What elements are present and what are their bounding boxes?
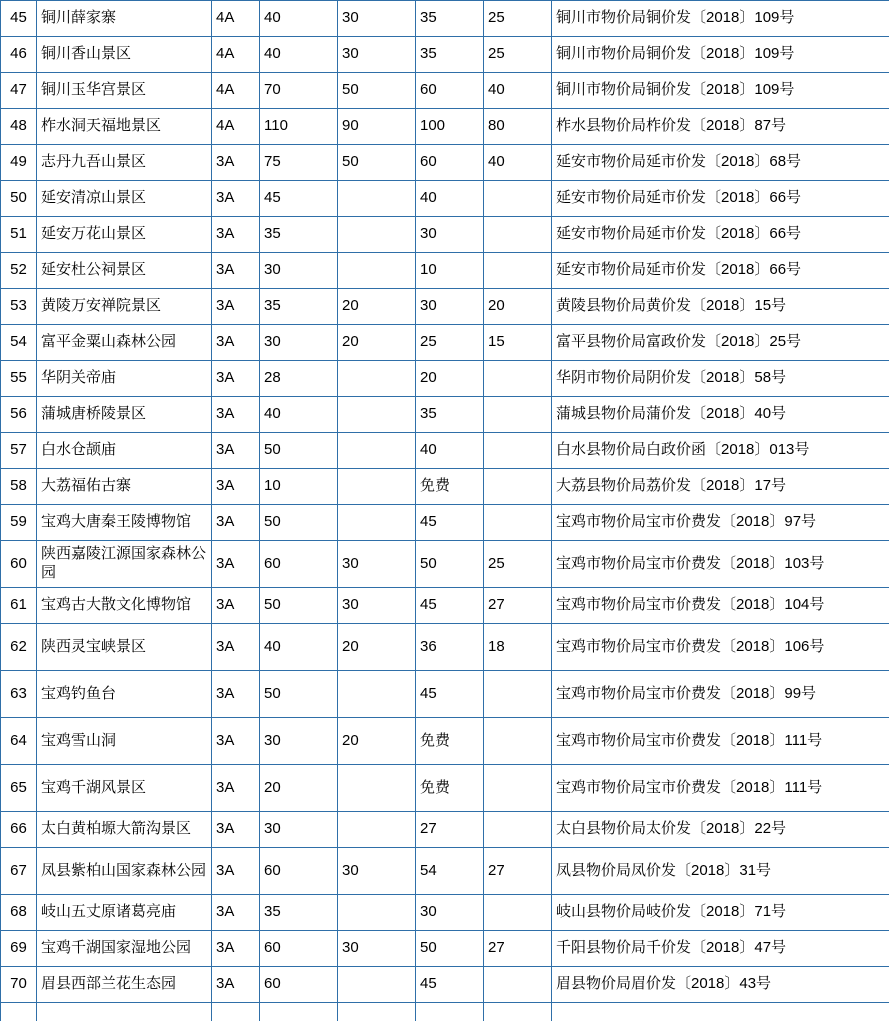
current-price-offpeak: 30 (338, 848, 416, 895)
document-reference: 延安市物价局延市价发〔2018〕66号 (552, 217, 889, 253)
document-reference: 白水县物价局白政价函〔2018〕013号 (552, 433, 889, 469)
current-price-offpeak (338, 469, 416, 505)
row-index: 69 (1, 931, 37, 967)
table-row (1, 73, 889, 109)
current-price-peak: 30 (260, 253, 338, 289)
adjusted-price-offpeak: 25 (484, 37, 552, 73)
adjusted-price-peak: 60 (416, 73, 484, 109)
row-index: 62 (1, 624, 37, 671)
current-price-offpeak: 50 (338, 145, 416, 181)
document-reference: 蒲城县物价局蒲价发〔2018〕40号 (552, 397, 889, 433)
adjusted-price-peak: 免费 (416, 765, 484, 812)
table-row (1, 109, 889, 145)
current-price-peak: 40 (260, 1, 338, 37)
table-row (1, 541, 889, 588)
current-price-offpeak (338, 765, 416, 812)
scenic-area-level: 3A (212, 812, 260, 848)
current-price-offpeak: 20 (338, 289, 416, 325)
scenic-area-level: 3A (212, 145, 260, 181)
row-index: 59 (1, 505, 37, 541)
scenic-area-level: 3A (212, 765, 260, 812)
scenic-area-level: 3A (212, 469, 260, 505)
table-row (1, 253, 889, 289)
current-price-peak: 40 (260, 397, 338, 433)
scenic-area-name: 岐山五丈原诸葛亮庙 (37, 895, 212, 931)
scenic-area-name: 华阴关帝庙 (37, 361, 212, 397)
scenic-area-name: 太白黄柏塬大箭沟景区 (37, 812, 212, 848)
scenic-area-level: 3A (212, 718, 260, 765)
adjusted-price-offpeak (484, 812, 552, 848)
table-cell-empty (338, 1003, 416, 1021)
document-reference: 凤县物价局凤价发〔2018〕31号 (552, 848, 889, 895)
current-price-offpeak (338, 217, 416, 253)
scenic-area-level: 3A (212, 253, 260, 289)
document-reference: 宝鸡市物价局宝市价费发〔2018〕111号 (552, 765, 889, 812)
adjusted-price-offpeak: 25 (484, 1, 552, 37)
document-reference: 富平县物价局富政价发〔2018〕25号 (552, 325, 889, 361)
table-row (1, 325, 889, 361)
table-row (1, 765, 889, 812)
scenic-area-name: 志丹九吾山景区 (37, 145, 212, 181)
document-reference: 宝鸡市物价局宝市价费发〔2018〕103号 (552, 541, 889, 588)
adjusted-price-peak: 45 (416, 505, 484, 541)
table-row (1, 469, 889, 505)
scenic-area-level: 3A (212, 541, 260, 588)
row-index: 51 (1, 217, 37, 253)
row-index: 64 (1, 718, 37, 765)
current-price-offpeak (338, 361, 416, 397)
scenic-area-name: 陕西灵宝峡景区 (37, 624, 212, 671)
current-price-offpeak (338, 895, 416, 931)
scenic-area-name: 宝鸡雪山洞 (37, 718, 212, 765)
document-reference: 宝鸡市物价局宝市价费发〔2018〕97号 (552, 505, 889, 541)
current-price-peak: 60 (260, 967, 338, 1003)
current-price-offpeak: 90 (338, 109, 416, 145)
current-price-peak: 70 (260, 73, 338, 109)
adjusted-price-offpeak: 27 (484, 931, 552, 967)
adjusted-price-peak: 25 (416, 325, 484, 361)
scenic-area-name: 铜川香山景区 (37, 37, 212, 73)
current-price-peak: 60 (260, 931, 338, 967)
current-price-peak: 75 (260, 145, 338, 181)
document-reference: 太白县物价局太价发〔2018〕22号 (552, 812, 889, 848)
table-row (1, 145, 889, 181)
scenic-area-level: 4A (212, 1, 260, 37)
row-index: 50 (1, 181, 37, 217)
row-index: 48 (1, 109, 37, 145)
scenic-area-level: 3A (212, 361, 260, 397)
table-row (1, 217, 889, 253)
adjusted-price-offpeak (484, 895, 552, 931)
current-price-peak: 10 (260, 469, 338, 505)
table-row (1, 361, 889, 397)
scenic-area-level: 3A (212, 289, 260, 325)
current-price-offpeak: 50 (338, 73, 416, 109)
scenic-area-level: 3A (212, 325, 260, 361)
row-index: 66 (1, 812, 37, 848)
scenic-area-level: 4A (212, 73, 260, 109)
scenic-area-level: 3A (212, 931, 260, 967)
scenic-area-name: 宝鸡大唐秦王陵博物馆 (37, 505, 212, 541)
table-row (1, 181, 889, 217)
adjusted-price-peak: 50 (416, 541, 484, 588)
row-index: 46 (1, 37, 37, 73)
table-row (1, 433, 889, 469)
adjusted-price-peak: 30 (416, 289, 484, 325)
scenic-area-level: 3A (212, 397, 260, 433)
document-reference: 宝鸡市物价局宝市价费发〔2018〕111号 (552, 718, 889, 765)
scenic-area-name: 白水仓颉庙 (37, 433, 212, 469)
table-row-partial (1, 1003, 889, 1021)
current-price-peak: 60 (260, 848, 338, 895)
table-body (1, 1, 889, 1021)
adjusted-price-offpeak (484, 397, 552, 433)
table-cell-empty (1, 1003, 37, 1021)
scenic-area-name: 延安清凉山景区 (37, 181, 212, 217)
adjusted-price-peak: 20 (416, 361, 484, 397)
document-reference: 延安市物价局延市价发〔2018〕66号 (552, 181, 889, 217)
adjusted-price-offpeak (484, 505, 552, 541)
scenic-area-name: 黄陵万安禅院景区 (37, 289, 212, 325)
adjusted-price-peak: 50 (416, 931, 484, 967)
current-price-peak: 30 (260, 325, 338, 361)
row-index: 67 (1, 848, 37, 895)
scenic-area-level: 3A (212, 505, 260, 541)
adjusted-price-peak: 35 (416, 1, 484, 37)
scenic-area-name: 铜川薛家寨 (37, 1, 212, 37)
current-price-offpeak (338, 433, 416, 469)
row-index: 47 (1, 73, 37, 109)
current-price-peak: 45 (260, 181, 338, 217)
scenic-area-name: 宝鸡千湖国家湿地公园 (37, 931, 212, 967)
current-price-peak: 50 (260, 671, 338, 718)
scenic-area-name: 延安万花山景区 (37, 217, 212, 253)
row-index: 45 (1, 1, 37, 37)
document-reference: 延安市物价局延市价发〔2018〕66号 (552, 253, 889, 289)
adjusted-price-peak: 10 (416, 253, 484, 289)
adjusted-price-offpeak (484, 765, 552, 812)
adjusted-price-peak: 45 (416, 967, 484, 1003)
scenic-area-level: 3A (212, 671, 260, 718)
current-price-peak: 35 (260, 895, 338, 931)
scenic-area-level: 3A (212, 217, 260, 253)
table-row (1, 1, 889, 37)
table-cell-empty (484, 1003, 552, 1021)
current-price-offpeak (338, 671, 416, 718)
row-index: 52 (1, 253, 37, 289)
adjusted-price-peak: 45 (416, 588, 484, 624)
adjusted-price-peak: 30 (416, 217, 484, 253)
adjusted-price-peak: 36 (416, 624, 484, 671)
adjusted-price-peak: 免费 (416, 469, 484, 505)
current-price-offpeak (338, 181, 416, 217)
current-price-peak: 35 (260, 217, 338, 253)
scenic-area-name: 凤县紫柏山国家森林公园 (37, 848, 212, 895)
scenic-area-name: 铜川玉华宫景区 (37, 73, 212, 109)
scenic-area-level: 3A (212, 967, 260, 1003)
table-cell-empty (37, 1003, 212, 1021)
current-price-offpeak (338, 967, 416, 1003)
document-reference: 铜川市物价局铜价发〔2018〕109号 (552, 1, 889, 37)
table-row (1, 931, 889, 967)
table-row (1, 505, 889, 541)
document-reference: 岐山县物价局岐价发〔2018〕71号 (552, 895, 889, 931)
adjusted-price-peak: 35 (416, 37, 484, 73)
adjusted-price-offpeak: 18 (484, 624, 552, 671)
adjusted-price-peak: 35 (416, 397, 484, 433)
current-price-offpeak (338, 812, 416, 848)
adjusted-price-peak: 60 (416, 145, 484, 181)
table-row (1, 671, 889, 718)
row-index: 54 (1, 325, 37, 361)
table-row (1, 289, 889, 325)
table-cell-empty (552, 1003, 889, 1021)
current-price-offpeak (338, 253, 416, 289)
document-reference: 黄陵县物价局黄价发〔2018〕15号 (552, 289, 889, 325)
table-row (1, 397, 889, 433)
scenic-area-name: 宝鸡古大散文化博物馆 (37, 588, 212, 624)
current-price-offpeak: 20 (338, 325, 416, 361)
adjusted-price-peak: 100 (416, 109, 484, 145)
adjusted-price-peak: 40 (416, 433, 484, 469)
row-index: 60 (1, 541, 37, 588)
current-price-peak: 50 (260, 588, 338, 624)
scenic-area-level: 3A (212, 848, 260, 895)
table-row (1, 812, 889, 848)
adjusted-price-offpeak: 80 (484, 109, 552, 145)
current-price-offpeak: 30 (338, 37, 416, 73)
document-reference: 大荔县物价局荔价发〔2018〕17号 (552, 469, 889, 505)
current-price-offpeak: 20 (338, 624, 416, 671)
scenic-area-name: 蒲城唐桥陵景区 (37, 397, 212, 433)
adjusted-price-offpeak (484, 253, 552, 289)
scenic-area-level: 3A (212, 895, 260, 931)
current-price-peak: 35 (260, 289, 338, 325)
current-price-peak: 50 (260, 433, 338, 469)
table-cell-empty (212, 1003, 260, 1021)
table-row (1, 718, 889, 765)
row-index: 63 (1, 671, 37, 718)
table-row (1, 848, 889, 895)
adjusted-price-offpeak: 15 (484, 325, 552, 361)
row-index: 65 (1, 765, 37, 812)
row-index: 55 (1, 361, 37, 397)
scenic-area-name: 宝鸡钓鱼台 (37, 671, 212, 718)
document-reference: 铜川市物价局铜价发〔2018〕109号 (552, 73, 889, 109)
row-index: 68 (1, 895, 37, 931)
adjusted-price-offpeak (484, 469, 552, 505)
adjusted-price-offpeak: 40 (484, 73, 552, 109)
scenic-area-name: 陕西嘉陵江源国家森林公园 (37, 541, 212, 588)
adjusted-price-peak: 45 (416, 671, 484, 718)
adjusted-price-peak: 27 (416, 812, 484, 848)
adjusted-price-offpeak: 27 (484, 588, 552, 624)
document-reference: 宝鸡市物价局宝市价费发〔2018〕104号 (552, 588, 889, 624)
scenic-area-level: 4A (212, 37, 260, 73)
adjusted-price-offpeak (484, 217, 552, 253)
adjusted-price-offpeak (484, 671, 552, 718)
table-row (1, 588, 889, 624)
adjusted-price-offpeak: 20 (484, 289, 552, 325)
adjusted-price-offpeak (484, 181, 552, 217)
current-price-peak: 20 (260, 765, 338, 812)
current-price-peak: 28 (260, 361, 338, 397)
scenic-area-level: 3A (212, 181, 260, 217)
table-row (1, 967, 889, 1003)
adjusted-price-offpeak: 25 (484, 541, 552, 588)
adjusted-price-offpeak: 27 (484, 848, 552, 895)
table-row (1, 895, 889, 931)
scenic-area-level: 4A (212, 109, 260, 145)
row-index: 53 (1, 289, 37, 325)
scenic-area-name: 富平金粟山森林公园 (37, 325, 212, 361)
adjusted-price-peak: 30 (416, 895, 484, 931)
adjusted-price-offpeak (484, 433, 552, 469)
row-index: 58 (1, 469, 37, 505)
current-price-offpeak: 30 (338, 541, 416, 588)
current-price-offpeak: 30 (338, 1, 416, 37)
document-reference: 千阳县物价局千价发〔2018〕47号 (552, 931, 889, 967)
document-reference: 眉县物价局眉价发〔2018〕43号 (552, 967, 889, 1003)
adjusted-price-offpeak: 40 (484, 145, 552, 181)
adjusted-price-offpeak (484, 718, 552, 765)
adjusted-price-offpeak (484, 361, 552, 397)
table-row (1, 37, 889, 73)
row-index: 57 (1, 433, 37, 469)
current-price-offpeak: 30 (338, 588, 416, 624)
current-price-peak: 40 (260, 624, 338, 671)
document-reference: 宝鸡市物价局宝市价费发〔2018〕99号 (552, 671, 889, 718)
current-price-peak: 30 (260, 812, 338, 848)
scenic-area-level: 3A (212, 624, 260, 671)
table-cell-empty (260, 1003, 338, 1021)
current-price-peak: 110 (260, 109, 338, 145)
adjusted-price-peak: 54 (416, 848, 484, 895)
scenic-area-level: 3A (212, 433, 260, 469)
current-price-peak: 30 (260, 718, 338, 765)
document-reference: 延安市物价局延市价发〔2018〕68号 (552, 145, 889, 181)
row-index: 70 (1, 967, 37, 1003)
scenic-area-name: 宝鸡千湖风景区 (37, 765, 212, 812)
current-price-peak: 60 (260, 541, 338, 588)
row-index: 56 (1, 397, 37, 433)
current-price-peak: 50 (260, 505, 338, 541)
current-price-offpeak (338, 397, 416, 433)
scenic-area-name: 眉县西部兰花生态园 (37, 967, 212, 1003)
scenic-area-name: 柞水洞天福地景区 (37, 109, 212, 145)
document-reference: 华阴市物价局阴价发〔2018〕58号 (552, 361, 889, 397)
table-row (1, 624, 889, 671)
document-reference: 铜川市物价局铜价发〔2018〕109号 (552, 37, 889, 73)
adjusted-price-peak: 40 (416, 181, 484, 217)
document-reference: 宝鸡市物价局宝市价费发〔2018〕106号 (552, 624, 889, 671)
table-cell-empty (416, 1003, 484, 1021)
current-price-offpeak: 30 (338, 931, 416, 967)
current-price-offpeak: 20 (338, 718, 416, 765)
current-price-offpeak (338, 505, 416, 541)
document-reference: 柞水县物价局柞价发〔2018〕87号 (552, 109, 889, 145)
scenic-area-level: 3A (212, 588, 260, 624)
scenic-area-name: 大荔福佑古寨 (37, 469, 212, 505)
scenic-area-name: 延安杜公祠景区 (37, 253, 212, 289)
adjusted-price-offpeak (484, 967, 552, 1003)
adjusted-price-peak: 免费 (416, 718, 484, 765)
current-price-peak: 40 (260, 37, 338, 73)
row-index: 61 (1, 588, 37, 624)
row-index: 49 (1, 145, 37, 181)
